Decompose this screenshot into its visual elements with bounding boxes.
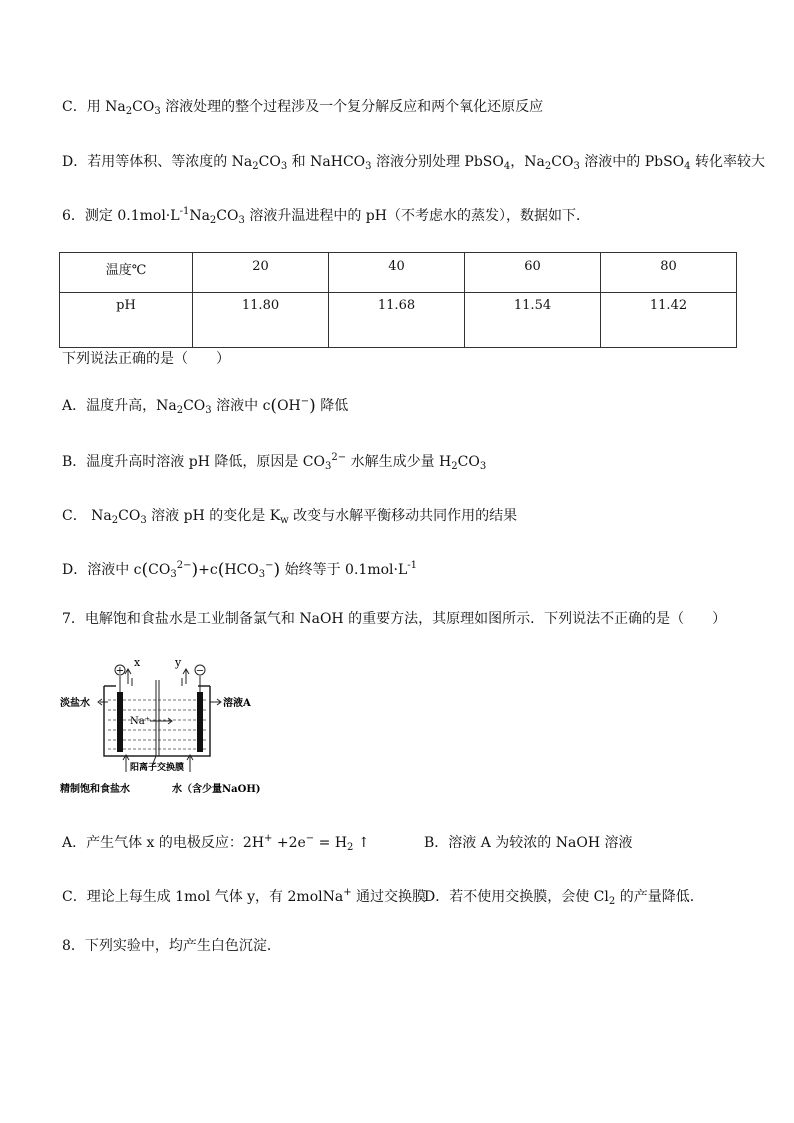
cathode-electrode: [197, 692, 203, 752]
q6-option-a: A．温度升高，$Na_2CO_3$ 溶液中 c(OH−) 降低: [62, 396, 349, 416]
membrane-label: 阳离子交换膜: [130, 763, 185, 773]
water-inlet-label: 水（含少量NaOH): [172, 784, 261, 795]
ph-cell: 11.68: [329, 293, 465, 348]
q7-option-c: C．理论上每生成 1mol 气体 y，有 2molNa+ 通过交换膜: [62, 887, 427, 905]
temp-cell: 20: [193, 253, 329, 293]
temp-cell: 40: [329, 253, 465, 293]
header-ph: pH: [60, 293, 193, 348]
q7-stem: 7．电解饱和食盐水是工业制备氯气和 NaOH 的重要方法，其原理如图所示．下列说法不正确的是（ ）: [62, 611, 727, 627]
ph-cell: 11.54: [465, 293, 601, 348]
gas-y-label: y: [175, 656, 182, 669]
plus-sign: +: [115, 665, 125, 677]
dilute-brine-label: 淡盐水: [60, 698, 90, 709]
gas-outlet-x: [125, 669, 132, 686]
ph-cell: 11.42: [601, 293, 737, 348]
gas-x-label: x: [134, 656, 141, 669]
q6-option-d: D．溶液中 $c(CO_3^{2-})+c(HCO_3^-)$ 始终等于 $0.1mol\cdot L^{-1}$: [62, 560, 417, 580]
q5-option-d: D．若用等体积、等浓度的 $Na_2CO_3$ 和 NaHCO$_3$ 溶液分别处理 PbSO$_4$，$Na_2CO_3$ 溶液中的 PbSO$_4$ 转化率较大: [62, 154, 765, 172]
solution-a-label: 溶液A: [223, 698, 251, 709]
q6-option-b: B．温度升高时溶液 pH 降低，原因是 $CO_3^{2-}$ 水解生成少量 $H_2CO_3$: [62, 452, 487, 472]
ph-cell: 11.80: [193, 293, 329, 348]
q8-stem: 8．下列实验中，均产生白色沉淀．: [62, 938, 281, 954]
electrolysis-diagram: [60, 654, 280, 802]
anode-electrode: [117, 692, 123, 752]
minus-sign: −: [195, 665, 205, 677]
table-row: [60, 293, 737, 348]
q6-option-c: C． $Na_2CO_3$ 溶液 pH 的变化是 $K_w$ 改变与水解平衡移动共同作用的结果: [62, 508, 518, 526]
ph-data-table: [59, 252, 737, 348]
q6-question: 下列说法正确的是（ ）: [62, 351, 230, 367]
temp-cell: 80: [601, 253, 737, 293]
q6-stem: 6．测定 $0.1mol\cdot L^{-1}Na_2CO_3$ 溶液升温进程中的 pH（不考虑水的蒸发），数据如下．: [62, 206, 590, 226]
brine-inlet-label: 精制饱和食盐水: [60, 784, 130, 795]
sodium-ion-label: Na⁺: [130, 716, 150, 727]
ion-exchange-membrane: [156, 680, 159, 756]
table-row: [60, 253, 737, 293]
gas-outlet-y: [182, 669, 189, 686]
q5-option-c: C．用 $Na_2CO_3$ 溶液处理的整个过程涉及一个复分解反应和两个氧化还原反应: [62, 99, 544, 117]
q7-option-b: B．溶液 A 为较浓的 NaOH 溶液: [424, 835, 633, 851]
header-temperature: 温度℃: [60, 253, 193, 293]
q7-option-d: D．若不使用交换膜，会使 $Cl_2$ 的产量降低．: [424, 889, 704, 907]
q7-option-a: A．产生气体 x 的电极反应：$2H^+ +2e^- = H_2$ ↑: [62, 833, 370, 853]
temp-cell: 60: [465, 253, 601, 293]
